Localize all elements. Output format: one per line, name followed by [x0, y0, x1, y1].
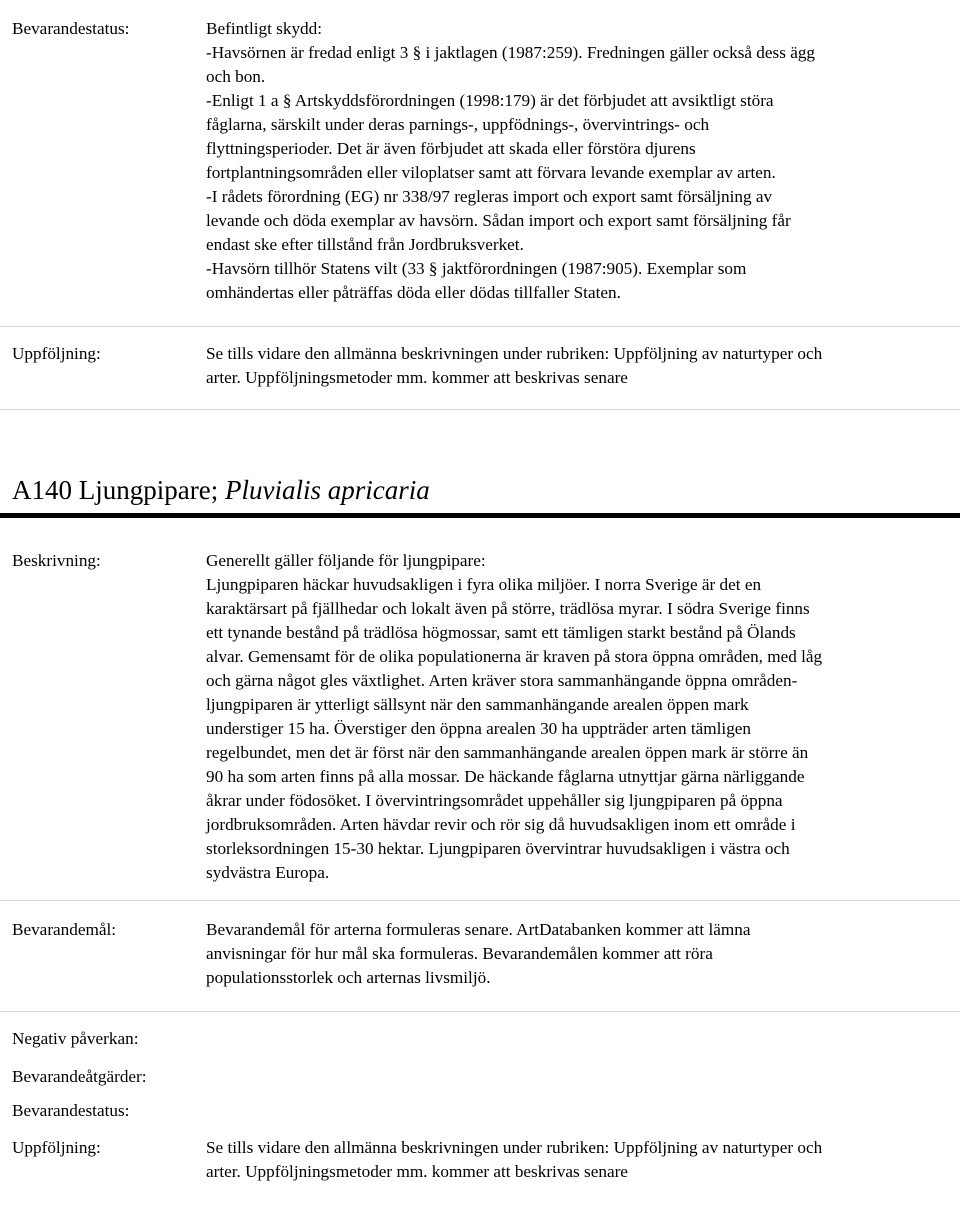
divider	[0, 1011, 960, 1012]
description-line: ett tynande bestånd på trädlösa högmossar, samt ett tämligen starkt bestånd på Ölands	[206, 623, 796, 642]
divider	[0, 326, 960, 327]
status-line: -I rådets förordning (EG) nr 338/97 regleras import och export samt försäljning av	[206, 187, 773, 206]
status-line: -Havsörnen är fredad enligt 3 § i jaktlagen (1987:259). Fredningen gäller också dess ägg	[206, 43, 816, 62]
description-line: Ljungpiparen häckar huvudsakligen i fyra olika miljöer. I norra Sverige är det en	[206, 575, 762, 594]
status-line: omhändertas eller påträffas döda eller dödas tillfaller Staten.	[206, 283, 621, 302]
followup2-line: arter. Uppföljningsmetoder mm. kommer att beskrivas senare	[206, 1162, 628, 1181]
description-line: 90 ha som arten finns på alla mossar. De häckande fåglarna utnyttjar gärna närliggande	[206, 767, 805, 786]
followup2-label: Uppföljning:	[12, 1138, 101, 1157]
status-text	[206, 17, 954, 305]
heading-rule	[0, 513, 960, 518]
description-line: åkrar under födosöket. I övervintringsområdet uppehåller sig ljungpiparen på öppna	[206, 791, 783, 810]
status-line: flyttningsperioder. Det är även förbjudet att skada eller förstöra djurens	[206, 139, 696, 158]
status-line: fåglarna, särskilt under deras parnings-, uppfödnings-, övervintrings- och	[206, 115, 710, 134]
goal-line: Bevarandemål för arterna formuleras senare. ArtDatabanken kommer att lämna	[206, 920, 751, 939]
followup-text	[206, 342, 954, 390]
species-heading	[12, 472, 430, 508]
negative-label: Negativ påverkan:	[12, 1029, 139, 1048]
description-line: alvar. Gemensamt för de olika populationerna är kraven på stora öppna områden, med låg	[206, 647, 823, 666]
goal-text	[206, 918, 954, 990]
goal-line: anvisningar för hur mål ska formuleras. Bevarandemålen kommer att röra	[206, 944, 713, 963]
description-line: och gärna något gles växtlighet. Arten kräver stora sammanhängande öppna områden-	[206, 671, 798, 690]
description-label: Beskrivning:	[12, 551, 101, 570]
followup2-line: Se tills vidare den allmänna beskrivningen under rubriken: Uppföljning av naturtyper och	[206, 1138, 823, 1157]
description-line: storleksordningen 15-30 hektar. Ljungpiparen övervintrar huvudsakligen i västra och	[206, 839, 790, 858]
status-line: levande och döda exemplar av havsörn. Sådan import och export samt försäljning får	[206, 211, 791, 230]
followup2-text	[206, 1136, 954, 1184]
description-line: ljungpiparen är ytterligt sällsynt när den sammanhängande arealen öppen mark	[206, 695, 749, 714]
followup-line: Se tills vidare den allmänna beskrivningen under rubriken: Uppföljning av naturtyper och	[206, 344, 823, 363]
description-line: regelbundet, men det är först när den sammanhängande arealen öppen mark är större än	[206, 743, 809, 762]
status-line: -Enligt 1 a § Artskyddsförordningen (1998:179) är det förbjudet att avsiktligt störa	[206, 91, 774, 110]
status-line: fortplantningsområden eller viloplatser samt att förvara levande exemplar av arten.	[206, 163, 776, 182]
description-line: karaktärsart på fjällhedar och lokalt även på större, trädlösa myrar. I södra Sverige finns	[206, 599, 810, 618]
description-line: sydvästra Europa.	[206, 863, 330, 882]
status2-label: Bevarandestatus:	[12, 1101, 130, 1120]
followup-label: Uppföljning:	[12, 344, 101, 363]
goal-line: populationsstorlek och arternas livsmiljö.	[206, 968, 491, 987]
species-code-name: A140 Ljungpipare;	[12, 475, 225, 505]
status-line: och bon.	[206, 67, 266, 86]
description-line: Generellt gäller följande för ljungpipare:	[206, 551, 486, 570]
goal-label: Bevarandemål:	[12, 920, 117, 939]
status-line: Befintligt skydd:	[206, 19, 323, 38]
status-line: endast ske efter tillstånd från Jordbruksverket.	[206, 235, 524, 254]
divider	[0, 409, 960, 410]
measures-label: Bevarandeåtgärder:	[12, 1067, 147, 1086]
status-label: Bevarandestatus:	[12, 19, 130, 38]
followup-line: arter. Uppföljningsmetoder mm. kommer att beskrivas senare	[206, 368, 628, 387]
divider	[0, 900, 960, 901]
species-latin-name: Pluvialis apricaria	[224, 475, 430, 505]
description-line: understiger 15 ha. Överstiger den öppna arealen 30 ha uppträder arten tämligen	[206, 719, 752, 738]
description-text	[206, 549, 954, 885]
status-line: -Havsörn tillhör Statens vilt (33 § jaktförordningen (1987:905). Exemplar som	[206, 259, 747, 278]
description-line: jordbruksområden. Arten hävdar revir och rör sig då huvudsakligen inom ett område i	[206, 815, 796, 834]
